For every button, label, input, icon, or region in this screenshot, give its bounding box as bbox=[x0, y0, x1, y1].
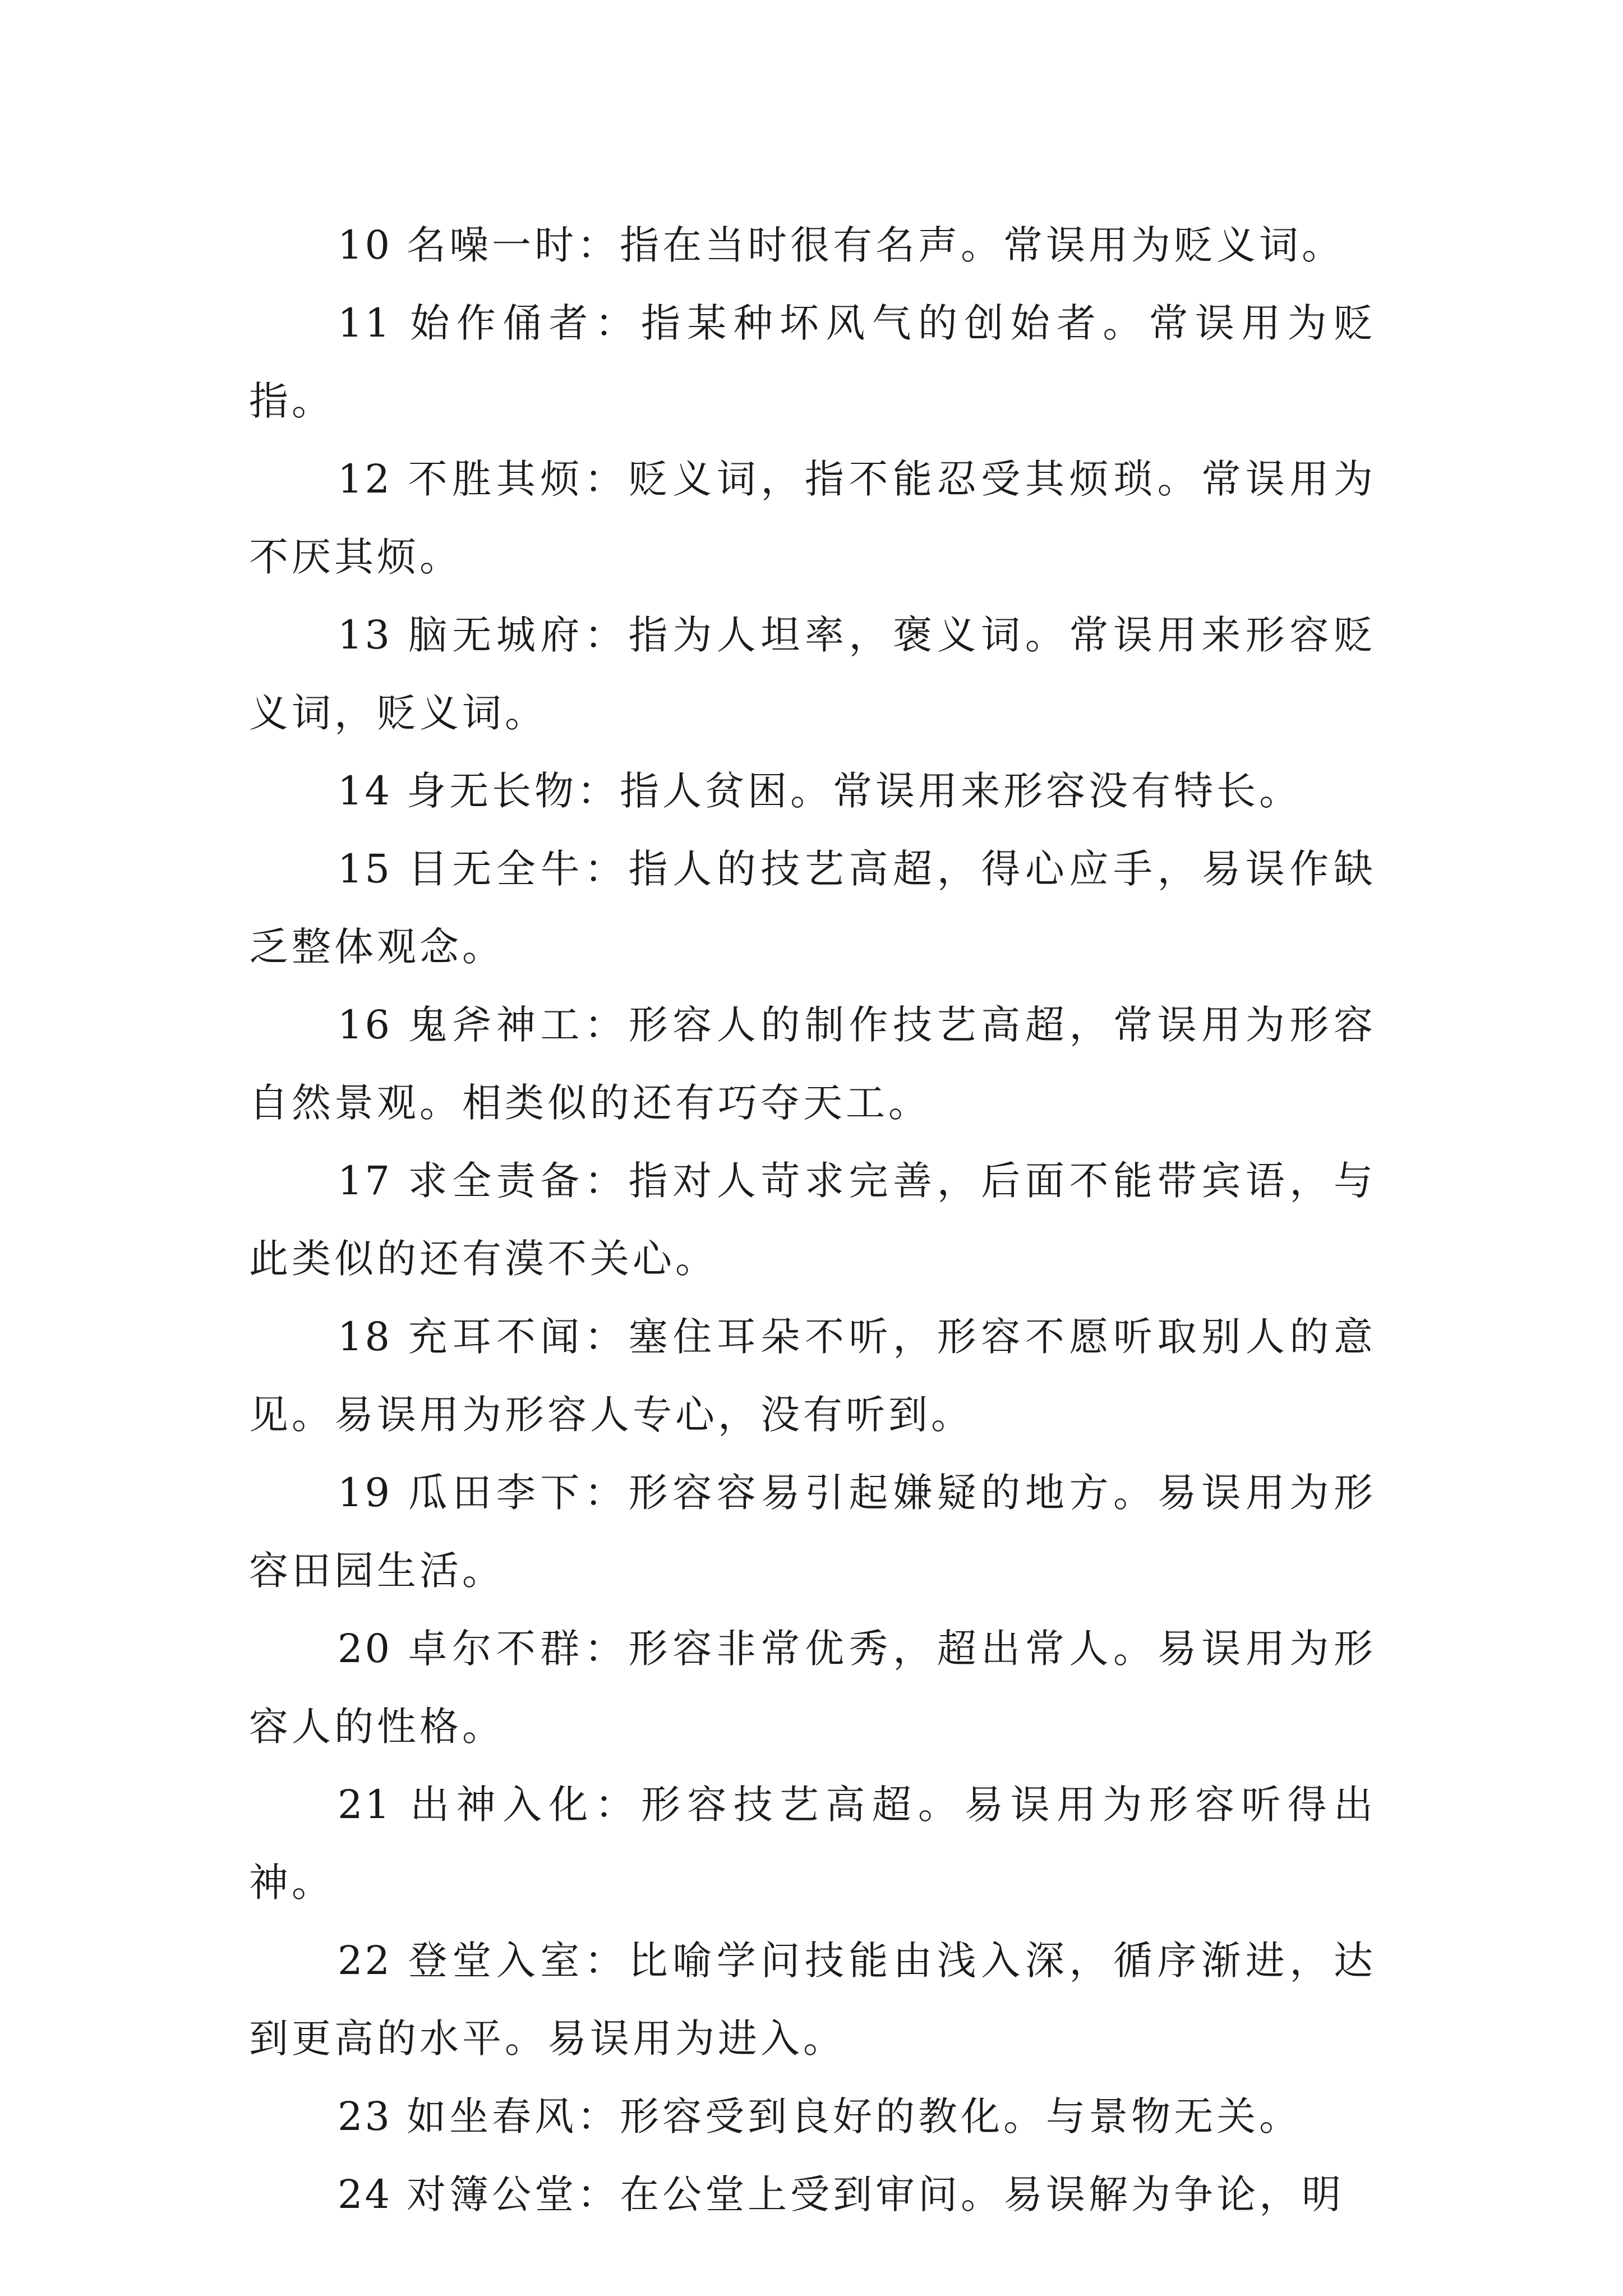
document-body bbox=[249, 206, 1376, 2234]
entry-number: 22 bbox=[338, 1938, 393, 1984]
entry-number: 13 bbox=[338, 612, 393, 658]
entry-10 bbox=[249, 206, 1376, 284]
entry-number: 17 bbox=[338, 1158, 393, 1204]
entry-text: 卓尔不群：形容非常优秀，超出常人。易误用为形容人的性格。 bbox=[249, 1626, 1376, 1750]
entry-11 bbox=[249, 284, 1376, 440]
entry-text: 求全责备：指对人苛求完善，后面不能带宾语，与此类似的还有漠不关心。 bbox=[249, 1158, 1376, 1282]
entry-text: 身无长物：指人贫困。常误用来形容没有特长。 bbox=[407, 768, 1302, 814]
entry-number: 10 bbox=[338, 222, 393, 268]
entry-text: 出神入化：形容技艺高超。易误用为形容听得出神。 bbox=[249, 1782, 1376, 1906]
entry-19 bbox=[249, 1454, 1376, 1610]
entry-17 bbox=[249, 1142, 1376, 1298]
entry-number: 15 bbox=[338, 846, 393, 892]
entry-24 bbox=[249, 2156, 1376, 2234]
entry-number: 14 bbox=[338, 768, 393, 814]
entry-text: 脑无城府：指为人坦率，褒义词。常误用来形容贬义词，贬义词。 bbox=[249, 612, 1376, 736]
entry-text: 目无全牛：指人的技艺高超，得心应手，易误作缺乏整体观念。 bbox=[249, 846, 1376, 970]
entry-text: 充耳不闻：塞住耳朵不听，形容不愿听取别人的意见。易误用为形容人专心，没有听到。 bbox=[249, 1314, 1376, 1438]
entry-text: 鬼斧神工：形容人的制作技艺高超，常误用为形容自然景观。相类似的还有巧夺天工。 bbox=[249, 1002, 1376, 1126]
entry-16 bbox=[249, 986, 1376, 1142]
entry-number: 23 bbox=[338, 2093, 393, 2139]
entry-number: 21 bbox=[338, 1782, 393, 1828]
entry-number: 12 bbox=[338, 456, 393, 502]
entry-number: 11 bbox=[338, 300, 393, 346]
entry-text: 对簿公堂：在公堂上受到审问。易误解为争论，明 bbox=[407, 2171, 1345, 2217]
entry-number: 20 bbox=[338, 1626, 393, 1672]
entry-15 bbox=[249, 830, 1376, 986]
entry-text: 始作俑者：指某种坏风气的创始者。常误用为贬指。 bbox=[249, 300, 1376, 424]
entry-20 bbox=[249, 1610, 1376, 1766]
entry-18 bbox=[249, 1298, 1376, 1454]
entry-22 bbox=[249, 1922, 1376, 2078]
entry-text: 名噪一时：指在当时很有名声。常误用为贬义词。 bbox=[407, 222, 1345, 268]
entry-text: 登堂入室：比喻学问技能由浅入深，循序渐进，达到更高的水平。易误用为进入。 bbox=[249, 1938, 1376, 2062]
entry-23 bbox=[249, 2078, 1376, 2156]
entry-text: 瓜田李下：形容容易引起嫌疑的地方。易误用为形容田园生活。 bbox=[249, 1470, 1376, 1594]
entry-text: 如坐春风：形容受到良好的教化。与景物无关。 bbox=[407, 2093, 1302, 2139]
entry-12 bbox=[249, 440, 1376, 596]
entry-14 bbox=[249, 752, 1376, 830]
entry-21 bbox=[249, 1766, 1376, 1922]
entry-number: 24 bbox=[338, 2171, 393, 2217]
entry-number: 19 bbox=[338, 1470, 393, 1516]
entry-number: 16 bbox=[338, 1002, 393, 1048]
entry-text: 不胜其烦：贬义词，指不能忍受其烦琐。常误用为不厌其烦。 bbox=[249, 456, 1376, 580]
entry-13 bbox=[249, 596, 1376, 752]
entry-number: 18 bbox=[338, 1314, 393, 1360]
